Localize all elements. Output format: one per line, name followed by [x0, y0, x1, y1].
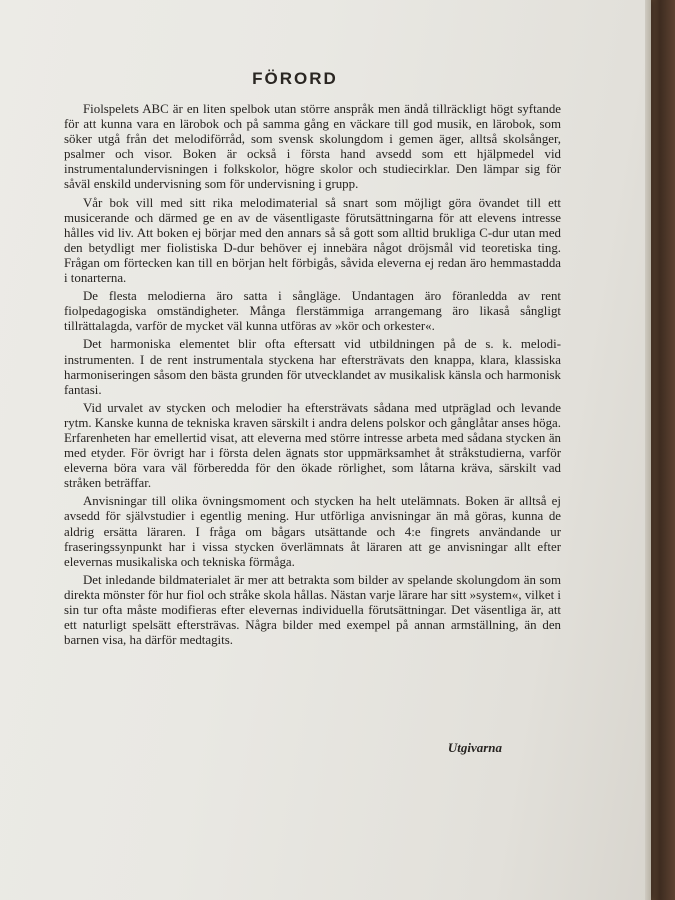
page-edge: [645, 0, 651, 900]
paragraph-1: Fiolspelets ABC är en liten spelbok utan större anspråk men ändå tillräckligt högt syftande för att kunna vara en lärobok och på samma gång en väckare till god musik, en lärobok, som söker utgå från det melodiförråd, som svensk skolungdom i gemen äger, alltså skolsånger, psalmer och visor. Boken är också i första hand avsedd som ett hjälpmedel vid instrumentalundervisningen i folkskolor, högre skolor och studiecirklar. Den lämpar sig för såväl enskild undervisning som för undervisning i grupp.: [64, 102, 561, 192]
foreword-body: [64, 102, 561, 648]
paragraph-4: Det harmoniska elementet blir ofta eftersatt vid utbildningen på de s. k. melodi-instrumenten. I de rent instrumentala styckena har eftersträvats den knappa, klara, klassiska harmoniseringen såsom den bästa grunden för utvecklandet av musikalisk känsla och harmonisk fantasi.: [64, 337, 561, 397]
paragraph-5: Vid urvalet av stycken och melodier ha eftersträvats sådana med utpräglad och levande rytm. Kanske kunna de tekniska kraven särskilt i andra delens polskor och gånglåtar anses höga. Erfarenheten har emellertid visat, att eleverna med större intresse arbeta med sådana stycken än med etyder. För övrigt har i första delen ägnats stor uppmärksamhet åt stråkstudierna, varför eleverna böra vara väl förberedda för den ökade rörlighet, som låtarna kräva, särskilt vad stråken beträffar.: [64, 400, 561, 491]
paragraph-6: Anvisningar till olika övningsmoment och stycken ha helt utelämnats. Boken är alltså ej avsedd för självstudier i egentlig mening. Hur utförliga anvisningar än må göras, kunna de aldrig ersätta läraren. I fråga om bågars utsättande och 4:e fingrets användande ur fraseringssynpunkt har i vissa stycken överlämnats åt läraren att ge anvisningar allt efter elevernas musikaliska och tekniska förmåga.: [64, 494, 561, 569]
paragraph-3: De flesta melodierna äro satta i sångläge. Undantagen äro föranledda av rent fiolpedagogiska omständigheter. Många flerstämmiga arrangemang äro likaså sångligt tillrättalagda, varför de mycket väl kunna utföras av »kör och orkester«.: [64, 289, 561, 334]
page-title: FÖRORD: [252, 69, 338, 88]
paragraph-7: Det inledande bildmaterialet är mer att betrakta som bilder av spelande skolungdom än som direkta mönster för hur fiol och stråke skola hållas. Nästan varje lärare har sitt »system«, vilket i sin tur ofta måste modifieras efter elevernas individuella förutsättningar. Det väsentliga är, att ett naturligt spelsätt eftersträvas. Några bilder med exempel på annan armställning, än den barnen visa, ha därför medtagits.: [64, 572, 561, 648]
paragraph-2: Vår bok vill med sitt rika melodimaterial så snart som möjligt göra övandet till ett musicerande och därmed ge en av de väsentligaste förutsättningarna för att elevens intresse hålles vid liv. Att boken ej börjar med den annars så så gott som alltid brukliga C-dur utan med den betydligt mer fiolistiska D-dur behöver ej innebära något dröjsmål vid teoretiska ting. Frågan om förtecken kan till en början helt förbigås, såvida eleverna ej redan äro hemmastadda i tonarterna.: [64, 195, 561, 286]
signature: Utgivarna: [447, 740, 502, 755]
